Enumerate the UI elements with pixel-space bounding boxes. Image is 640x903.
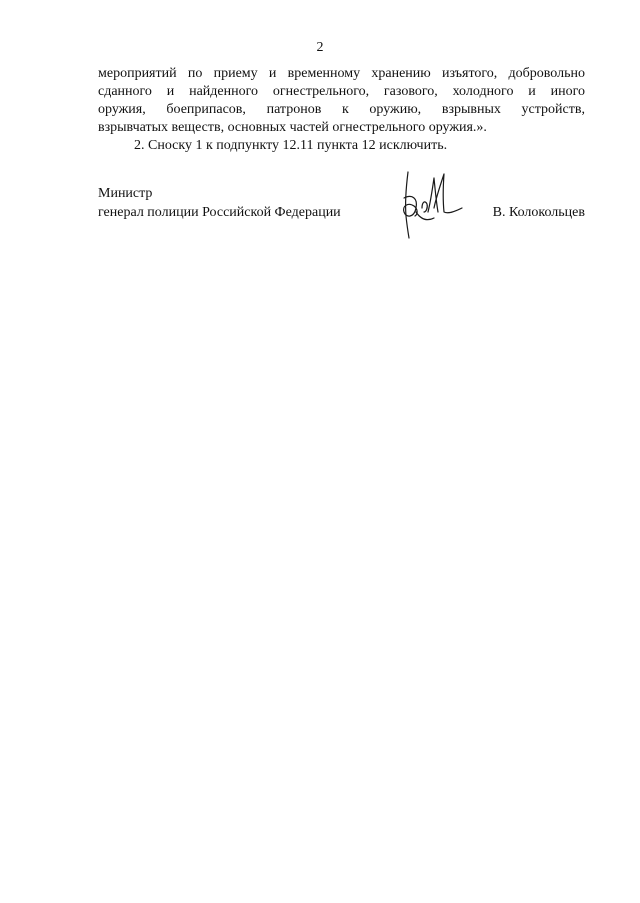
paragraph-1-line-3: оружия, боеприпасов, патронов к оружию, взрывных устройств, xyxy=(98,102,585,117)
signatory-name: В. Колокольцев xyxy=(492,205,585,220)
document-body xyxy=(98,65,585,155)
paragraph-1-line-4: взрывчатых веществ, основных частей огнестрельного оружия.». xyxy=(98,120,487,135)
signatory-title-line-2: генерал полиции Российской Федерации xyxy=(98,205,341,220)
paragraph-1-line-2: сданного и найденного огнестрельного, газового, холодного и иного xyxy=(98,84,585,99)
signatory-title-line-1: Министр xyxy=(98,186,153,201)
signature-block xyxy=(98,184,585,244)
paragraph-2: 2. Сноску 1 к подпункту 12.11 пункта 12 исключить. xyxy=(134,138,448,153)
page-number: 2 xyxy=(316,40,324,55)
handwritten-signature xyxy=(398,168,470,240)
paragraph-1-line-1: мероприятий по приему и временному хранению изъятого, добровольно xyxy=(98,66,585,81)
